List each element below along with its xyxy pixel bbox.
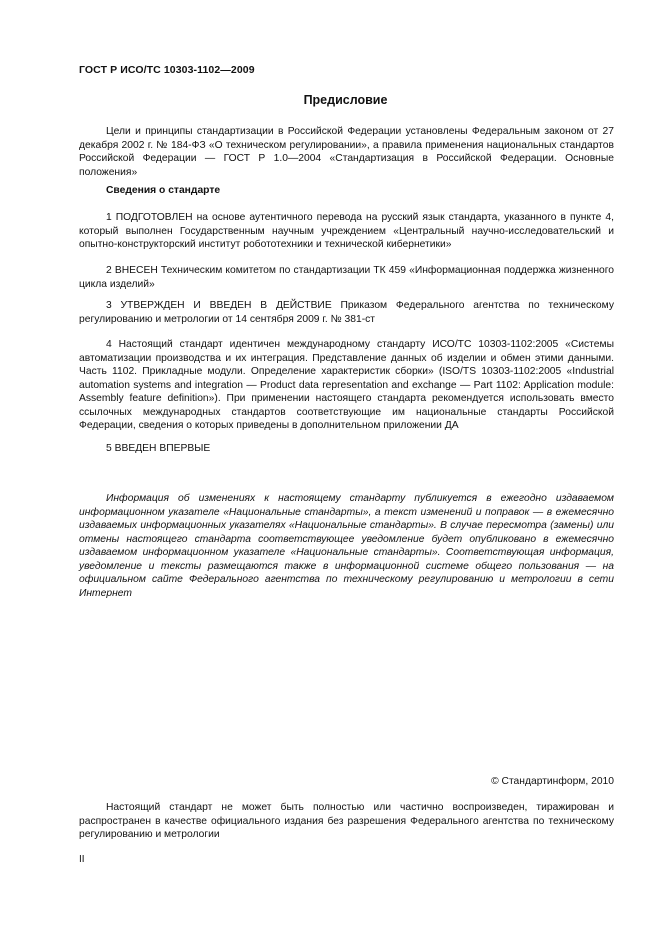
item-3-block <box>79 299 614 326</box>
list-item: 4 Настоящий стандарт идентичен международному стандарту ИСО/ТС 10303-1102:2005 «Системы автоматизации производства и их интеграция. Представление данных об изделии и обмен этими данными. Часть 1102. Прикладные модули. Определение характеристик сборки» (ISO/TS 10303-1102:2005 «Industrial automation systems and integration — Product data representation and exchange — Part 1102: Application module: Assembly feature definition»). При применении настоящего стандарта рекомендуется использовать вместо ссылочных международных стандартов соответствующие им национальные стандарты Российской Федерации, сведения о которых приведены в дополнительном приложении ДА <box>79 339 614 431</box>
item-5-block <box>79 442 614 456</box>
notice-block <box>79 492 614 600</box>
page-title: Предисловие <box>303 93 388 107</box>
list-item: 3 УТВЕРЖДЕН И ВВЕДЕН В ДЕЙСТВИЕ Приказом Федерального агентства по техническому регулированию и метрологии от 14 сентября 2009 г. № 381-ст <box>79 300 614 325</box>
list-item: 5 ВВЕДЕН ВПЕРВЫЕ <box>106 443 211 454</box>
section-heading: Сведения о стандарте <box>106 185 221 196</box>
list-item: 2 ВНЕСЕН Техническим комитетом по стандартизации ТК 459 «Информационная поддержка жизненного цикла изделий» <box>79 265 614 290</box>
copyright-line: © Стандартинформ, 2010 <box>491 776 614 787</box>
item-2-block <box>79 264 614 291</box>
standard-code-header: ГОСТ Р ИСО/ТС 10303-1102—2009 <box>79 64 255 76</box>
reproduction-notice: Настоящий стандарт не может быть полностью или частично воспроизведен, тиражирован и распространен в качестве официального издания без разрешения Федерального агентства по техническому регулированию и метрологии <box>79 802 614 840</box>
changes-notice: Информация об изменениях к настоящему стандарту публикуется в ежегодно издаваемом информационном указателе «Национальные стандарты», а текст изменений и поправок — в ежемесячно издаваемых информационных указателях «Национальные стандарты». В случае пересмотра (замены) или отмены настоящего стандарта соответствующее уведомление будет опубликовано в ежемесячно издаваемом информационном указателе «Национальные стандарты». Соответствующая информация, уведомление и тексты размещаются также в информационной системе общего пользования — на официальном сайте Федерального агентства по техническому регулированию и метрологии в сети Интернет <box>79 493 614 599</box>
page-number: II <box>79 854 85 865</box>
intro-paragraph: Цели и принципы стандартизации в Российской Федерации установлены Федеральным законом от 27 декабря 2002 г. № 184-ФЗ «О техническом регулировании», а правила применения национальных стандартов Российской Федерации — ГОСТ Р 1.0—2004 «Стандартизация в Российской Федерации. Основные положения» <box>79 126 614 178</box>
reproduction-block <box>79 801 614 842</box>
item-4-block <box>79 338 614 433</box>
section-heading-block <box>79 184 614 198</box>
list-item: 1 ПОДГОТОВЛЕН на основе аутентичного перевода на русский язык стандарта, указанного в пункте 4, который выполнен Государственным научным учреждением «Центральный научно-исследовательский и опытно-конструкторский институт робототехники и технической кибернетики» <box>79 212 614 250</box>
intro-block <box>79 125 614 179</box>
item-1-block <box>79 211 614 252</box>
